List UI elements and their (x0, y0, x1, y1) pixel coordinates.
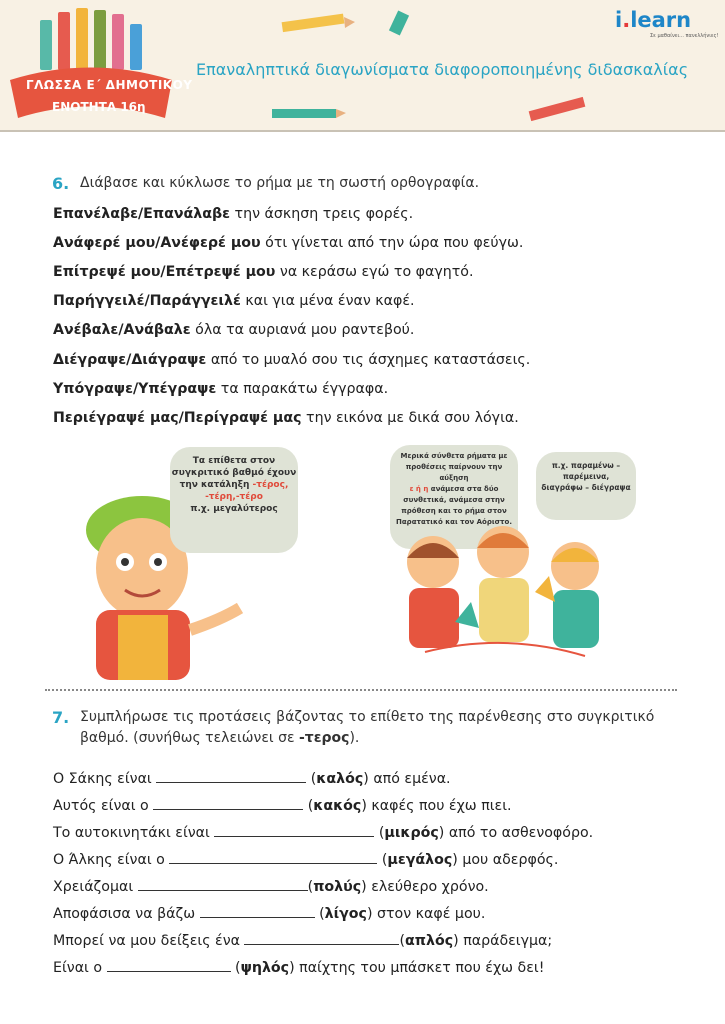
q6-item: Ανάφερέ μου/Ανέφερέ μου ότι γίνεται από την ώρα που φεύγω. (53, 235, 524, 251)
q7-item: Αυτός είναι ο (κακός) καφές που έχω πιει. (53, 798, 512, 814)
answer-blank[interactable] (156, 770, 306, 783)
children-crafting-illustration (385, 522, 625, 682)
decorative-pencil-icon (268, 104, 348, 124)
q6-item: Επανέλαβε/Επανάλαβε την άσκηση τρεις φορές. (53, 206, 414, 222)
question-6-instruction: Διάβασε και κύκλωσε το ρήμα με τη σωστή ορθογραφία. (80, 175, 480, 191)
q7-item: Μπορεί να μου δείξεις ένα (απλός) παράδειγμα; (53, 933, 553, 949)
header-subtitle: Επαναληπτικά διαγωνίσματα διαφοροποιημένης διδασκαλίας (196, 60, 689, 79)
q6-item: Περιέγραψέ μας/Περίγραψέ μας την εικόνα με δικά σου λόγια. (53, 410, 519, 426)
question-7-number: 7. (52, 708, 70, 727)
ilearn-logo: i.learn (615, 8, 692, 32)
answer-blank[interactable] (153, 797, 303, 810)
decorative-pencil-icon (525, 94, 595, 124)
q7-item: Ο Άλκης είναι ο (μεγάλος) μου αδερφός. (53, 852, 559, 868)
answer-blank[interactable] (214, 824, 374, 837)
q7-item: Είναι ο (ψηλός) παίχτης του μπάσκετ που έχω δει! (53, 960, 545, 976)
decorative-crayon-icon (385, 8, 415, 38)
q7-item: Χρειάζομαι (πολύς) ελεύθερο χρόνο. (53, 879, 489, 895)
header-divider (0, 130, 725, 132)
ribbon-unit: ΕΝΟΤΗΤΑ 16η (52, 100, 146, 114)
decorative-pencil-icon (276, 12, 356, 34)
page-header (0, 0, 725, 132)
logo-tagline: Σε μαθαίνει... πανελλήνιες! (650, 33, 719, 39)
answer-blank[interactable] (107, 959, 231, 972)
answer-blank[interactable] (244, 932, 399, 945)
answer-blank[interactable] (169, 851, 377, 864)
answer-blank[interactable] (200, 905, 315, 918)
question-7-instruction: Συμπλήρωσε τις προτάσεις βάζοντας το επίθετο της παρένθεσης στο συγκριτικό βαθμό. (συνήθως τελειώνει σε -τερος). (80, 709, 655, 746)
section-divider (45, 689, 677, 691)
ribbon-title: ΓΛΩΣΣΑ Ε΄ ΔΗΜΟΤΙΚΟΥ (26, 78, 193, 92)
speech-bubble-verbs: Μερικά σύνθετα ρήματα με προθέσεις παίρνουν την αύξηση ε ή η ανάμεσα στα δύο συνθετικά, ανάμεσα στην πρόθεση και το ρήμα στον Παρατατικό και τον Αόριστο. (390, 445, 518, 549)
q6-item: Ανέβαλε/Ανάβαλε όλα τα αυριανά μου ραντεβού. (53, 322, 415, 338)
q6-item: Επίτρεψέ μου/Επέτρεψέ μου να κεράσω εγώ το φαγητό. (53, 264, 474, 280)
answer-blank[interactable] (138, 878, 308, 891)
q7-item: Ο Σάκης είναι (καλός) από εμένα. (53, 771, 451, 787)
q6-item: Υπόγραψε/Υπέγραψε τα παρακάτω έγγραφα. (53, 381, 389, 397)
question-6-number: 6. (52, 174, 70, 193)
speech-bubble-adjectives: Τα επίθετα στον συγκριτικό βαθμό έχουν την κατάληξη -τέρος, -τέρη,-τέρο π.χ. μεγαλύτερος (170, 447, 298, 553)
q6-item: Παρήγγειλέ/Παράγγειλέ και για μένα έναν καφέ. (53, 293, 415, 309)
q7-item: Αποφάσισα να βάζω (λίγος) στον καφέ μου. (53, 906, 486, 922)
q7-item: Το αυτοκινητάκι είναι (μικρός) από το ασθενοφόρο. (53, 825, 594, 841)
speech-bubble-example: π.χ. παραμένω – παρέμεινα, διαγράφω – διέγραψα (536, 452, 636, 520)
q6-item: Διέγραψε/Διάγραψε από το μυαλό σου τις άσχημες καταστάσεις. (53, 352, 531, 368)
